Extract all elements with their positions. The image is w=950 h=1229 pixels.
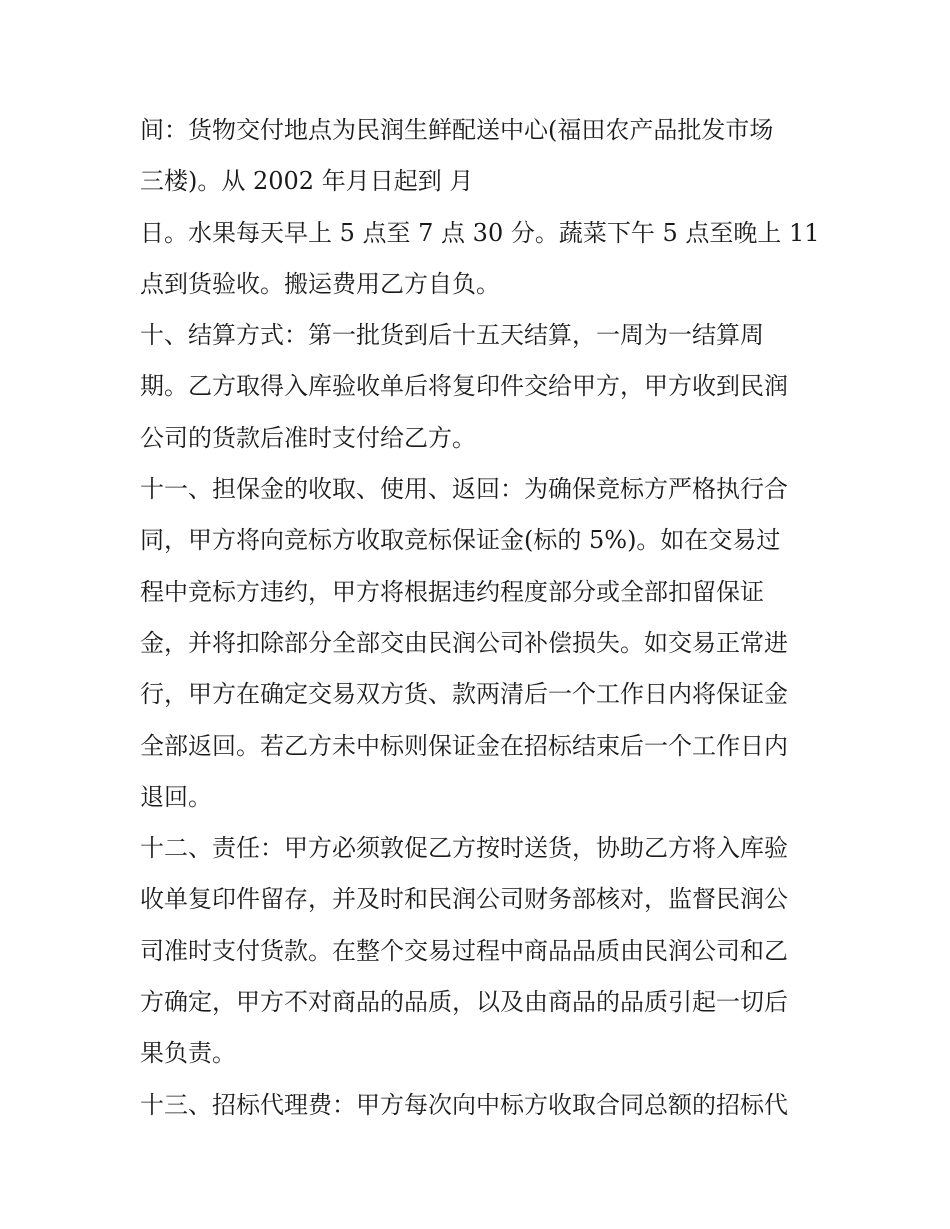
text-line: 全部返回。若乙方未中标则保证金在招标结束后一个工作日内 [140, 731, 788, 760]
text-line: 行，甲方在确定交易双方货、款两清后一个工作日内将保证金 [140, 680, 788, 709]
text-line: 十三、招标代理费：甲方每次向中标方收取合同总额的招标代 [140, 1090, 788, 1119]
text-line: 间：货物交付地点为民润生鲜配送中心(福田农产品批发市场 [140, 116, 774, 144]
text-line: 期。乙方取得入库验收单后将复印件交给甲方，甲方收到民润 [140, 372, 788, 401]
text-line: 十一、担保金的收取、使用、返回：为确保竞标方严格执行合 [140, 475, 788, 504]
text-line: 十、结算方式：第一批货到后十五天结算，一周为一结算周 [140, 321, 764, 350]
document-body [140, 110, 820, 1136]
text-line: 司准时支付货款。在整个交易过程中商品品质由民润公司和乙 [140, 936, 788, 965]
text-line: 公司的货款后准时支付给乙方。 [140, 423, 476, 452]
text-line: 十二、责任：甲方必须敦促乙方按时送货，协助乙方将入库验 [140, 834, 788, 863]
text-line: 金，并将扣除部分全部交由民润公司补偿损失。如交易正常进 [140, 628, 788, 657]
text-line: 同，甲方将向竞标方收取竞标保证金(标的 5%)。如在交易过 [140, 526, 781, 555]
text-line: 程中竞标方违约，甲方将根据违约程度部分或全部扣留保证 [140, 577, 764, 606]
text-line: 日。水果每天早上 5 点至 7 点 30 分。蔬菜下午 5 点至晚上 11 [140, 218, 820, 247]
text-line: 三楼)。从 2002 年月日起到 月 [140, 167, 474, 196]
text-line: 方确定，甲方不对商品的品质，以及由商品的品质引起一切后 [140, 988, 788, 1017]
text-line: 点到货验收。搬运费用乙方自负。 [140, 269, 500, 298]
text-line: 收单复印件留存，并及时和民润公司财务部核对，监督民润公 [140, 885, 788, 914]
text-line: 退回。 [140, 782, 212, 811]
text-line: 果负责。 [140, 1039, 236, 1068]
